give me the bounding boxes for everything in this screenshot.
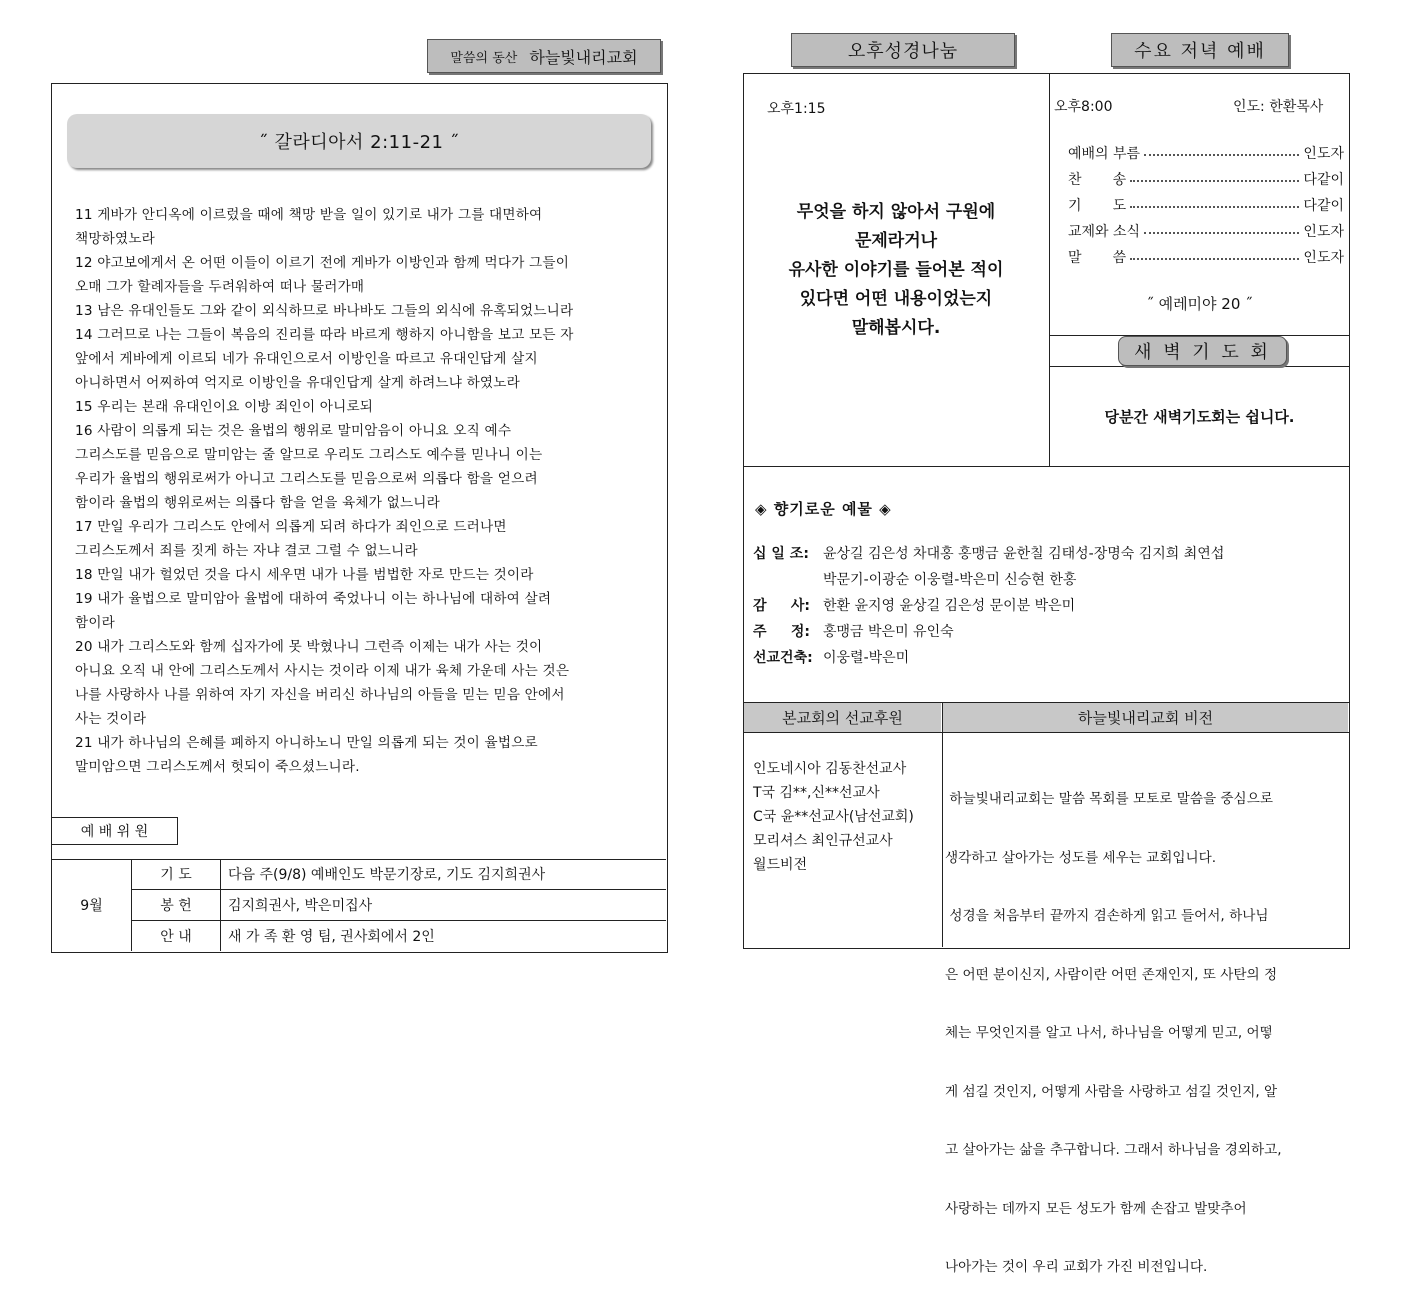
- offering-row: 감 사: 한환 윤지영 윤상길 김은성 문이분 박은미: [753, 598, 1076, 614]
- committee-value: 새 가 족 환 영 팀, 권사회에서 2인: [228, 929, 435, 945]
- verse-line: 아니요 오직 내 안에 그리스도께서 사시는 것이라 이제 내가 육체 가운데 사는 것은: [75, 663, 570, 679]
- offering-row: 주 정: 홍맹금 박은미 유인숙: [753, 624, 954, 640]
- service-order-row: 교제와 소식 인도자: [1068, 224, 1344, 240]
- church-name: 하늘빛내리교회: [529, 47, 638, 67]
- verse-line: 앞에서 게바에게 이르되 네가 유대인으로서 이방인을 따르고 유대인답게 살지: [75, 351, 538, 367]
- mission-item: T국 김**,신**선교사: [753, 785, 880, 801]
- wednesday-service-tag: 수요 저녁 예배: [1111, 33, 1289, 67]
- verse-line: 18 만일 내가 헐었던 것을 다시 세우면 내가 나를 범법한 자로 만드는 것이라: [75, 567, 534, 583]
- verse-line: 16 사람이 의롭게 되는 것은 율법의 행위로 말미암음이 아니요 오직 예수: [75, 423, 512, 439]
- verse-line: 사는 것이라: [75, 711, 147, 727]
- committee-role: 봉 헌: [160, 898, 192, 914]
- mission-item: 인도네시아 김동찬선교사: [753, 761, 907, 777]
- verse-line: 함이라 율법의 행위로써는 의롭다 함을 얻을 육체가 없느니라: [75, 495, 440, 511]
- service-order-row: 말 씀 인도자: [1068, 250, 1344, 266]
- offering-title: ◈ 향기로운 예물 ◈: [755, 500, 892, 518]
- committee-month: 9월: [80, 898, 103, 914]
- afternoon-time: 오후1:15: [767, 101, 826, 117]
- divider: [1049, 366, 1349, 367]
- offering-row: 선교건축: 이웅렬-박은미: [753, 650, 910, 666]
- verse-line: 함이라: [75, 615, 115, 631]
- committee-title: 예 배 위 원: [80, 824, 149, 840]
- dawn-prayer-tag: 새 벽 기 도 회: [1118, 336, 1287, 366]
- verse-line: 오매 그가 할례자들을 두려워하여 떠나 물러가매: [75, 279, 365, 295]
- wednesday-leader: 인도: 한환목사: [1233, 99, 1324, 115]
- dawn-prayer-notice: 당분간 새벽기도회는 쉽니다.: [1104, 408, 1295, 426]
- verse-line: 나를 사랑하사 나를 위하여 자기 자신을 버리신 하나님의 아들을 믿는 믿음 안에서: [75, 687, 565, 703]
- divider: [942, 702, 943, 947]
- afternoon-study-tag: 오후성경나눔: [791, 33, 1015, 67]
- offering-row: 십 일 조: 윤상길 김은성 차대홍 홍맹금 윤한칠 김태성-장명숙 김지희 최연섭: [753, 546, 1225, 562]
- service-order-row: 예배의 부름 인도자: [1068, 146, 1344, 162]
- service-order-row: 기 도 다같이: [1068, 198, 1344, 214]
- mission-item: 월드비전: [753, 857, 808, 873]
- church-header-sub: 말씀의 동산: [450, 50, 518, 66]
- verse-line: 13 남은 유대인들도 그와 같이 외식하므로 바나바도 그들의 외식에 유혹되었느니라: [75, 303, 574, 319]
- passage-title-box: [67, 114, 651, 168]
- church-header-tag: [427, 39, 661, 73]
- committee-value: 다음 주(9/8) 예배인도 박문기장로, 기도 김지희권사: [228, 867, 546, 883]
- afternoon-question: 무엇을 하지 않아서 구원에 문제라거나 유사한 이야기를 들어본 적이 있다면 어떤 내용이었는지 말해봅시다.: [788, 202, 1004, 338]
- verse-line: 17 만일 우리가 그리스도 안에서 의롭게 되려 하다가 죄인으로 드러나면: [75, 519, 507, 535]
- verse-line: 아니하면서 어찌하여 억지로 이방인을 유대인답게 살게 하려느냐 하였노라: [75, 375, 520, 391]
- mission-header: 본교회의 선교후원: [744, 703, 941, 732]
- committee-title-box: [52, 817, 178, 845]
- verse-line: 14 그러므로 나는 그들이 복음의 진리를 따라 바르게 행하지 아니함을 보고 모든 자: [75, 327, 574, 343]
- verse-line: 그리스도를 믿음으로 말미암는 줄 알므로 우리도 그리스도 예수를 믿나니 이는: [75, 447, 543, 463]
- verse-line: 20 내가 그리스도와 함께 십자가에 못 박혔나니 그런즉 이제는 내가 사는 것이: [75, 639, 543, 655]
- service-order-row: 찬 송 다같이: [1068, 172, 1344, 188]
- verse-line: 우리가 율법의 행위로써가 아니고 그리스도를 믿음으로써 의롭다 함을 얻으려: [75, 471, 538, 487]
- mission-item: C국 윤**선교사(남선교회): [753, 809, 914, 825]
- verse-line: 15 우리는 본래 유대인이요 이방 죄인이 아니로되: [75, 399, 374, 415]
- service-order: [1068, 140, 1344, 270]
- offering-row: 박문기-이광순 이웅렬-박은미 신승현 한홍: [823, 572, 1077, 588]
- verse-line: 21 내가 하나님의 은혜를 폐하지 아니하노니 만일 의롭게 되는 것이 율법으로: [75, 735, 538, 751]
- wednesday-time: 오후8:00: [1054, 99, 1113, 115]
- mission-list: [753, 757, 914, 877]
- scripture-text: [75, 203, 663, 779]
- divider: [743, 732, 1349, 733]
- sermon-passage: ˝ 예레미야 20 ˝: [1146, 295, 1253, 313]
- committee-table: [52, 859, 666, 951]
- committee-value: 김지희권사, 박은미집사: [228, 898, 373, 914]
- verse-line: 19 내가 율법으로 말미암아 율법에 대하여 죽었나니 이는 하나님에 대하여 살려: [75, 591, 552, 607]
- committee-role: 안 내: [160, 929, 192, 945]
- verse-line: 말미암으면 그리스도께서 헛되이 죽으셨느니라.: [75, 759, 360, 775]
- passage-title: ˝ 갈라디아서 2:11-21 ˝: [258, 132, 460, 153]
- verse-line: 책망하였노라: [75, 231, 155, 247]
- verse-line: 12 야고보에게서 온 어떤 이들이 이르기 전에 게바가 이방인과 함께 먹다가 그들이: [75, 255, 570, 271]
- vision-text: 하늘빛내리교회는 말씀 목회를 모토로 말씀을 중심으로 생각하고 살아가는 성도를 세우는 교회입니다. 성경을 처음부터 끝까지 겸손하게 읽고 들어서, 하나님 은 어떤 분이신지, 사람이란 어떤 존재인지, 또 사탄의 정 체는 무엇인지를 알고 나서, 하나님을 어떻게 믿고, 어떻 게 섬길 것인지, 어떻게 사람을 사랑하고 섬길 것인지, 알 고 살아가는 삶을 추구합니다. 그래서 하나님을 경외하고, 사랑하는 데까지 모든 성도가 함께 손잡고 발맞추어 나아가는 것이 우리 교회가 가진 비전입니다.: [945, 791, 1282, 1275]
- verse-line: 그리스도께서 죄를 짓게 하는 자냐 결코 그럴 수 없느니라: [75, 543, 418, 559]
- vision-header: 하늘빛내리교회 비전: [943, 703, 1348, 732]
- divider: [743, 466, 1349, 467]
- offering-list: [753, 541, 1343, 671]
- committee-role: 기 도: [160, 867, 192, 883]
- verse-line: 11 게바가 안디옥에 이르렀을 때에 책망 받을 일이 있기로 내가 그를 대면하여: [75, 207, 543, 223]
- mission-item: 모리셔스 최인규선교사: [753, 833, 893, 849]
